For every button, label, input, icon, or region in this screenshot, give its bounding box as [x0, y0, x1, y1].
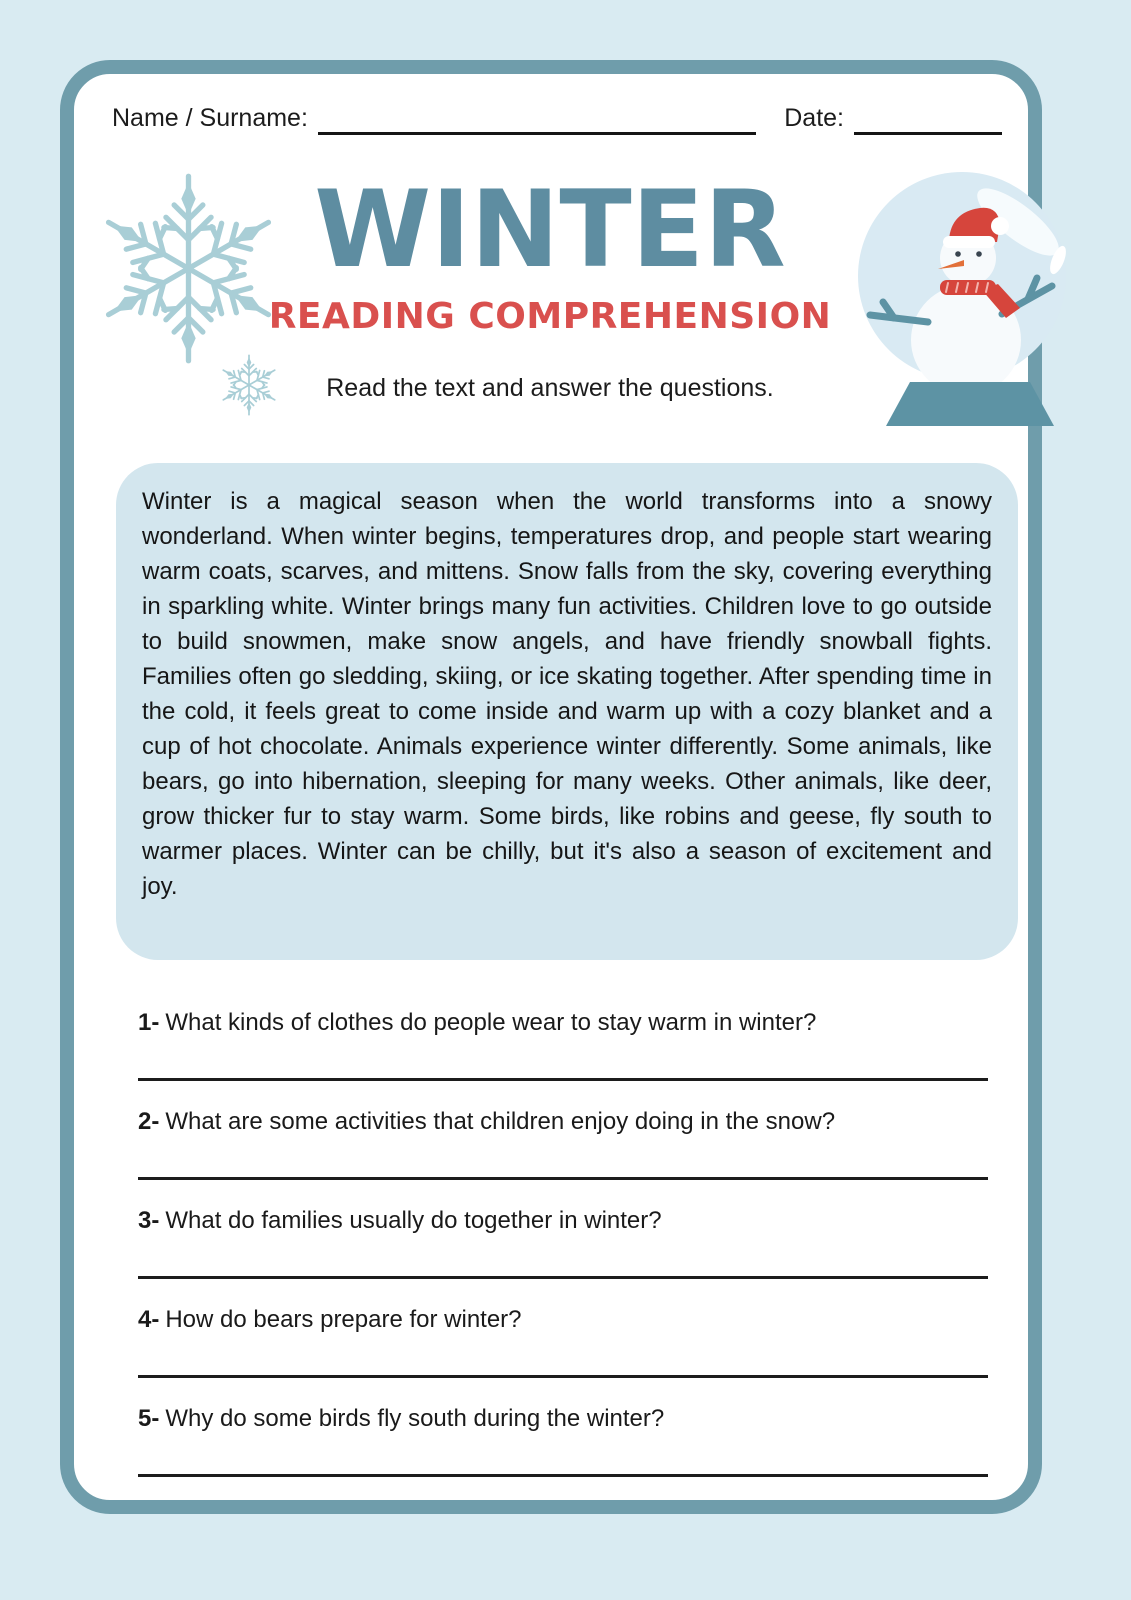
question-3 [138, 1204, 988, 1238]
answer-line-5[interactable] [138, 1474, 988, 1477]
question-block-2 [138, 1105, 988, 1180]
question-4 [138, 1303, 988, 1337]
snow-globe-snowman-icon [850, 170, 1090, 430]
answer-line-2[interactable] [138, 1177, 988, 1180]
question-4-text: How do bears prepare for winter? [165, 1306, 522, 1333]
question-1-number: 1- [138, 1009, 160, 1036]
reading-passage-box [116, 463, 1018, 960]
reading-passage-text: Winter is a magical season when the world transforms into a snowy wonderland. When winter begins, temperatures drop, and people start wearing warm coats, scarves, and mittens. Snow falls from the sky, covering everything in sparkling white. Winter brings many fun activities. Children love to go outside to build snowmen, make snow angels, and have friendly snowball fights. Families often go sledding, skiing, or ice skating together. After spending time in the cold, it feels great to come inside and warm up with a cozy blanket and a cup of hot chocolate. Animals experience winter differently. Some animals, like bears, go into hibernation, sleeping for many weeks. Other animals, like deer, grow thicker fur to stay warm. Some birds, like robins and geese, fly south to warmer places. Winter can be chilly, but it's also a season of excitement and joy. [142, 488, 992, 900]
answer-line-1[interactable] [138, 1078, 988, 1081]
question-block-3 [138, 1204, 988, 1279]
worksheet-card [60, 60, 1042, 1514]
question-block-1 [138, 1006, 988, 1081]
name-fill-line[interactable] [318, 105, 756, 135]
question-5-number: 5- [138, 1405, 160, 1432]
question-block-5 [138, 1402, 988, 1477]
question-3-number: 3- [138, 1207, 160, 1234]
question-5 [138, 1402, 988, 1436]
answer-line-4[interactable] [138, 1375, 988, 1378]
question-block-4 [138, 1303, 988, 1378]
title-block [170, 168, 930, 403]
page-subtitle: READING COMPREHENSION [268, 296, 832, 337]
name-label: Name / Surname: [112, 104, 308, 132]
date-label: Date: [784, 104, 844, 132]
question-2-number: 2- [138, 1108, 160, 1135]
question-4-number: 4- [138, 1306, 160, 1333]
question-5-text: Why do some birds fly south during the winter? [165, 1405, 665, 1432]
question-2-text: What are some activities that children enjoy doing in the snow? [165, 1108, 836, 1135]
question-3-text: What do families usually do together in winter? [165, 1207, 662, 1234]
question-1-text: What kinds of clothes do people wear to stay warm in winter? [165, 1009, 817, 1036]
date-fill-line[interactable] [854, 105, 1002, 135]
page-title: WINTER [314, 168, 786, 291]
answer-line-3[interactable] [138, 1276, 988, 1279]
instruction-text: Read the text and answer the questions. [326, 374, 774, 402]
question-2 [138, 1105, 988, 1139]
questions-section [138, 1006, 988, 1501]
question-1 [138, 1006, 988, 1040]
name-date-row [112, 104, 1002, 135]
